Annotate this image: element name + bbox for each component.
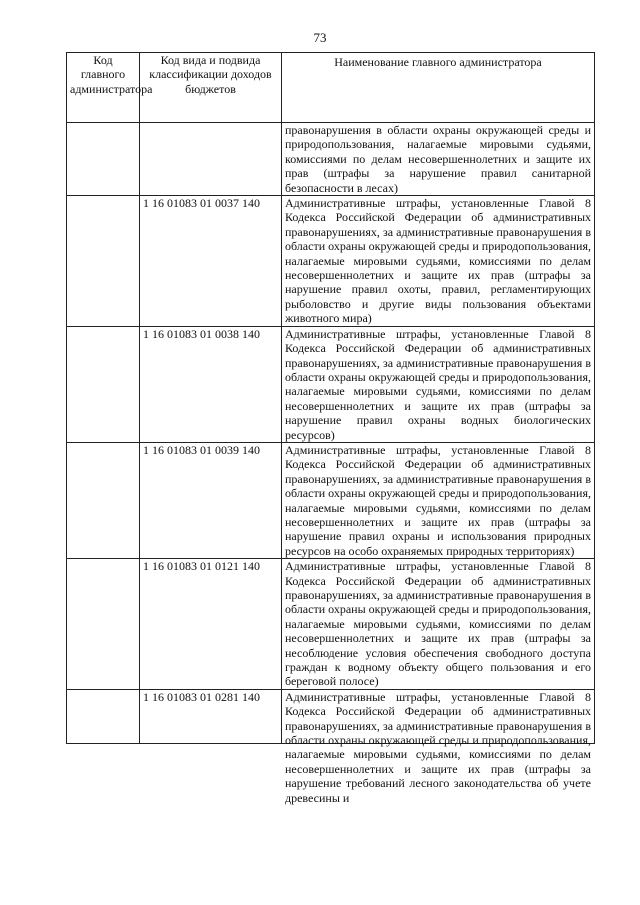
admin-name-text: Административные штрафы, установленные Главой 8 Кодекса Российской Федерации об административных правонарушениях, за административные правонарушения в области охраны окружающей среды и природопользования, налагаемые мировыми судьями, комиссиями по делам несовершеннолетних и защите их прав (штрафы за нарушение требований лесного законодательства об учете древесины и [285,689,591,805]
income-code-cell: 1 16 01083 01 0281 140 [140,689,282,743]
header-admin-name: Наименование главного администратора [282,53,595,123]
budget-income-table [66,52,595,805]
table-row [67,442,595,558]
page-number: 73 [313,30,327,45]
income-code-cell: 1 16 01083 01 0037 140 [140,196,282,327]
admin-name-cell: Административные штрафы, установленные Главой 8 Кодекса Российской Федерации об административных правонарушениях, за административные правонарушения в области охраны окружающей среды и природопользования, налагаемые мировыми судьями, комиссиями по делам несовершеннолетних и защите их прав (штрафы за нарушение правил охоты, правил, регламентирующих рыболовство и другие виды пользования объектами животного мира) [282,196,595,327]
table-row [67,326,595,442]
table-row [67,196,595,327]
admin-code-cell [67,123,140,196]
table-row [67,689,595,743]
admin-name-cell: Административные штрафы, установленные Главой 8 Кодекса Российской Федерации об административных правонарушениях, за административные правонарушения в области охраны окружающей среды и природопользования, налагаемые мировыми судьями, комиссиями по делам несовершеннолетних и защите их прав (штрафы за нарушение правил охраны и использования природных ресурсов на особо охраняемых природных территориях) [282,442,595,558]
admin-code-cell [67,442,140,558]
income-code-cell: 1 16 01083 01 0121 140 [140,559,282,690]
income-code-cell: 1 16 01083 01 0038 140 [140,326,282,442]
admin-code-cell [67,196,140,327]
income-code-cell: 1 16 01083 01 0039 140 [140,442,282,558]
header-admin-code: Код главного администратора [67,53,140,123]
income-code-cell [140,123,282,196]
admin-code-cell [67,689,140,743]
table-row [67,559,595,690]
admin-code-cell [67,559,140,690]
header-income-code: Код вида и подвида классификации доходов бюджетов [140,53,282,123]
admin-code-cell [67,326,140,442]
admin-name-cell: правонарушения в области охраны окружающей среды и природопользования, налагаемые мировыми судьями, комиссиями по делам несовершеннолетних и защите их прав (штрафы за нарушение правил санитарной безопасности в лесах) [282,123,595,196]
admin-name-cell: Административные штрафы, установленные Главой 8 Кодекса Российской Федерации об административных правонарушениях, за административные правонарушения в области охраны окружающей среды и природопользования, налагаемые мировыми судьями, комиссиями по делам несовершеннолетних и защите их прав (штрафы за нарушение правил охраны водных биологических ресурсов) [282,326,595,442]
admin-name-cell: Административные штрафы, установленные Главой 8 Кодекса Российской Федерации об административных правонарушениях, за административные правонарушения в области охраны окружающей среды и природопользования, налагаемые мировыми судьями, комиссиями по делам несовершеннолетних и защите их прав (штрафы за несоблюдение условия обеспечения свободного доступа граждан к водному объекту общего пользования и его береговой полосе) [282,559,595,690]
table-header-row [67,53,595,123]
table-row [67,123,595,196]
admin-name-cell [282,689,595,805]
